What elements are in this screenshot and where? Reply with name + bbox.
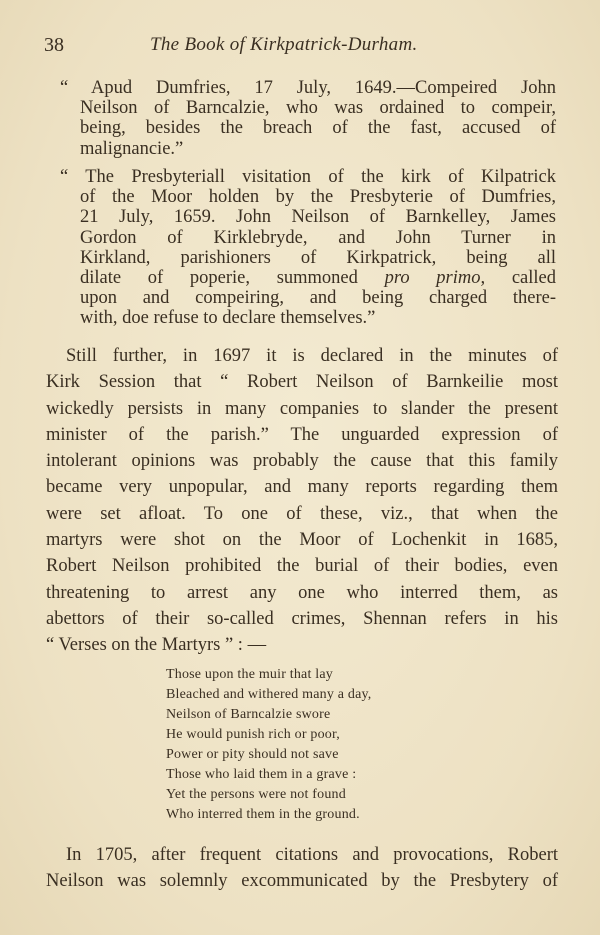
verse-line: He would punish rich or poor, [166,727,340,742]
quote-line: “ The Presbyteriall visitation of the kirk of Kilpatrick [60,167,556,187]
verse-line: Neilson of Barncalzie swore [166,707,331,722]
paragraph-line: abettors of their so-called crimes, Shennan refers in his [46,608,558,629]
quote-line: “ Apud Dumfries, 17 July, 1649.—Compeired John [60,78,556,98]
paragraph-line: intolerant opinions was probably the cause that this family [46,451,558,472]
paragraph-line: Neilson was solemnly excommunicated by the Presbytery of [46,871,558,892]
quote-line: of the Moor holden by the Presbyterie of Dumfries, [80,187,556,208]
quote-line: 21 July, 1659. John Neilson of Barnkelley, James [80,207,556,228]
paragraph-line: threatening to arrest any one who interred them, as [46,582,558,603]
verse-line: Power or pity should not save [166,747,339,762]
quote-line: being, besides the breach of the fast, accused of [80,118,556,139]
quote-line: Neilson of Barncalzie, who was ordained to compeir, [80,98,556,119]
quote-line: malignancie.” [80,138,184,159]
verse-line: Who interred them in the ground. [166,807,360,822]
paragraph-line: were set afloat. To one of these, viz., that when the [46,503,558,524]
paragraph-line: “ Verses on the Martyrs ” : — [46,635,267,656]
verse-line: Bleached and withered many a day, [166,687,372,702]
quote-line: with, doe refuse to declare themselves.” [80,308,376,329]
running-title: The Book of Kirkpatrick-Durham. [150,34,418,55]
paragraph-line: minister of the parish.” The unguarded expression of [46,424,558,445]
quotation-2 [60,167,556,329]
verse-line: Those upon the muir that lay [166,667,333,682]
quote-text: called [511,268,557,289]
paragraph-line: Still further, in 1697 it is declared in the minutes of [66,346,558,366]
quote-text: dilate of poperie, summoned [80,268,358,289]
paragraph-line: Kirk Session that “ Robert Neilson of Barnkeilie most [46,372,558,393]
latin-phrase: pro primo, [384,268,486,289]
quote-line: Gordon of Kirklebryde, and John Turner in [80,227,556,248]
quote-line: Kirkland, parishioners of Kirkpatrick, being all [80,247,556,268]
page-number: 38 [44,34,64,56]
verse-line: Yet the persons were not found [166,787,346,802]
paragraph-line: Robert Neilson prohibited the burial of their bodies, even [46,556,558,577]
paragraph-line: In 1705, after frequent citations and provocations, Robert [66,845,558,865]
paragraph-line: martyrs were shot on the Moor of Lochenkit in 1685, [46,530,558,551]
quote-line [60,268,556,288]
paragraph-line: wickedly persists in many companies to slander the present [46,398,558,419]
verse-line: Those who laid them in a grave : [166,767,357,782]
paragraph-1 [46,343,558,659]
verse [166,665,372,825]
quotation-1 [60,78,556,159]
paragraph-line: became very unpopular, and many reports regarding them [46,477,558,498]
quote-line: upon and compeiring, and being charged there- [80,288,556,309]
paragraph-2 [46,842,558,895]
page-header [44,34,560,58]
